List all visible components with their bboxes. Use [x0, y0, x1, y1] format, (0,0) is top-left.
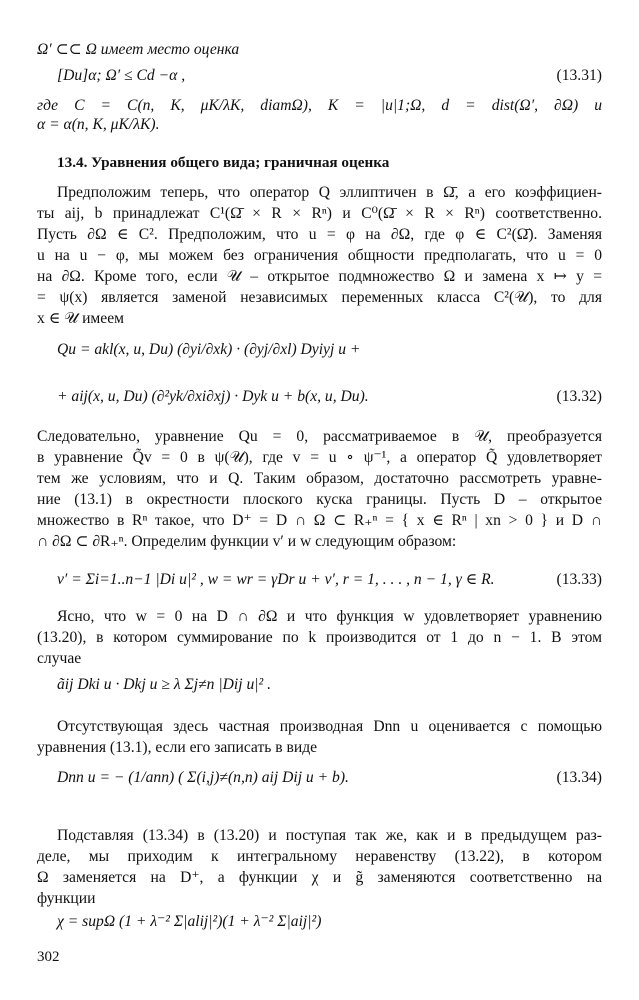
text-line: = ψ(x) является заменой независимых переменных класса C²(𝒰), то для [37, 289, 602, 306]
text-line: где C = C(n, K, μK/λK, diamΩ), K = |u|1;Ω, d = dist(Ω′, ∂Ω) и [37, 97, 602, 114]
text-line: x ∈ 𝒰 имеем [37, 310, 124, 327]
text-line: Предположим теперь, что оператор Q эллиптичен в Ω̄, а его коэффициен- [57, 184, 602, 201]
text-line: Ω заменяется на D⁺, а функции χ и g̃ заменяются соответственно на [37, 869, 602, 886]
text-line: Пусть ∂Ω ∈ C². Предположим, что u = φ на ∂Ω, где φ ∈ C²(Ω̄). Заменяя [37, 226, 602, 243]
text-line: ние (13.1) в окрестности плоского куска границы. Пусть D – открытое [37, 491, 602, 508]
text-line: α = α(n, K, μK/λK). [37, 116, 160, 133]
equation-number: (13.31) [556, 67, 602, 84]
text-line: тем же условиям, что и Q. Таким образом, достаточно рассмотреть уравне- [37, 470, 602, 487]
section-title: 13.4. Уравнения общего вида; граничная оценка [57, 154, 390, 171]
text-line: множество в Rⁿ такое, что D⁺ = D ∩ Ω ⊂ R₊ⁿ = { x ∈ Rⁿ | xn > 0 } и D ∩ [37, 512, 602, 529]
page-number: 302 [37, 949, 60, 965]
text-line: ∩ ∂Ω ⊂ ∂R₊ⁿ. Определим функции v′ и w следующим образом: [37, 533, 457, 550]
text-line: Подставляя (13.34) в (13.20) и поступая так же, как и в предыдущем раз- [57, 827, 602, 844]
equation-13-33: v′ = Σi=1..n−1 |Di u|² , w = wr = γDr u + v′, r = 1, . . . , n − 1, γ ∈ R. [57, 571, 495, 588]
text-line: уравнения (13.1), если его записать в виде [37, 739, 318, 756]
equation-13-32-line2: + aij(x, u, Du) (∂²yk/∂xi∂xj) · Dyk u + b(x, u, Du). [57, 388, 369, 405]
equation-13-32-line1: Qu = akl(x, u, Du) (∂yi/∂xk) · (∂yj/∂xl) Dyiyj u + [57, 341, 361, 358]
text-line: Следовательно, уравнение Qu = 0, рассматриваемое в 𝒰, преобразуется [37, 428, 602, 445]
text-line: ты aij, b принадлежат C¹(Ω̄ × R × Rⁿ) и C⁰(Ω̄ × R × Rⁿ) соответственно. [37, 205, 602, 222]
text-line: случае [37, 650, 82, 667]
equation-13-31: [Du]α; Ω′ ≤ Cd −α , [57, 67, 186, 84]
text-line: u на u − φ, мы можем без ограничения общности предполагать, что u = 0 [37, 247, 602, 264]
equation-number: (13.34) [556, 769, 602, 786]
text-line: на ∂Ω. Кроме того, если 𝒰 – открытое подмножество Ω и замена x ↦ y = [37, 268, 602, 285]
text-line: деле, мы приходим к интегральному неравенству (13.22), в котором [37, 848, 602, 865]
text-line: Отсутствующая здесь частная производная Dnn u оценивается с помощью [57, 718, 602, 735]
equation-number: (13.33) [556, 571, 602, 588]
text-line: функции [37, 890, 96, 907]
equation-13-34: Dnn u = − (1/ann) ( Σ(i,j)≠(n,n) aij Dij u + b). [57, 769, 349, 786]
text-line: Ω′ ⊂⊂ Ω имеет место оценка [37, 41, 240, 58]
equation-chi: χ = supΩ (1 + λ⁻² Σ|alij|²)(1 + λ⁻² Σ|aij|²) [57, 913, 322, 930]
text-line: (13.20), в котором суммирование по k производится от 1 до n − 1. В этом [37, 629, 602, 646]
text-line: Ясно, что w = 0 на D ∩ ∂Ω и что функция w удовлетворяет уравнению [57, 608, 602, 625]
equation-number: (13.32) [556, 388, 602, 405]
text-line: в уравнение Q̃v = 0 в ψ(𝒰), где v = u ∘ ψ⁻¹, а оператор Q̃ удовлетворяет [37, 449, 602, 466]
inequality: ãij Dki u · Dkj u ≥ λ Σj≠n |Dij u|² . [57, 676, 272, 693]
